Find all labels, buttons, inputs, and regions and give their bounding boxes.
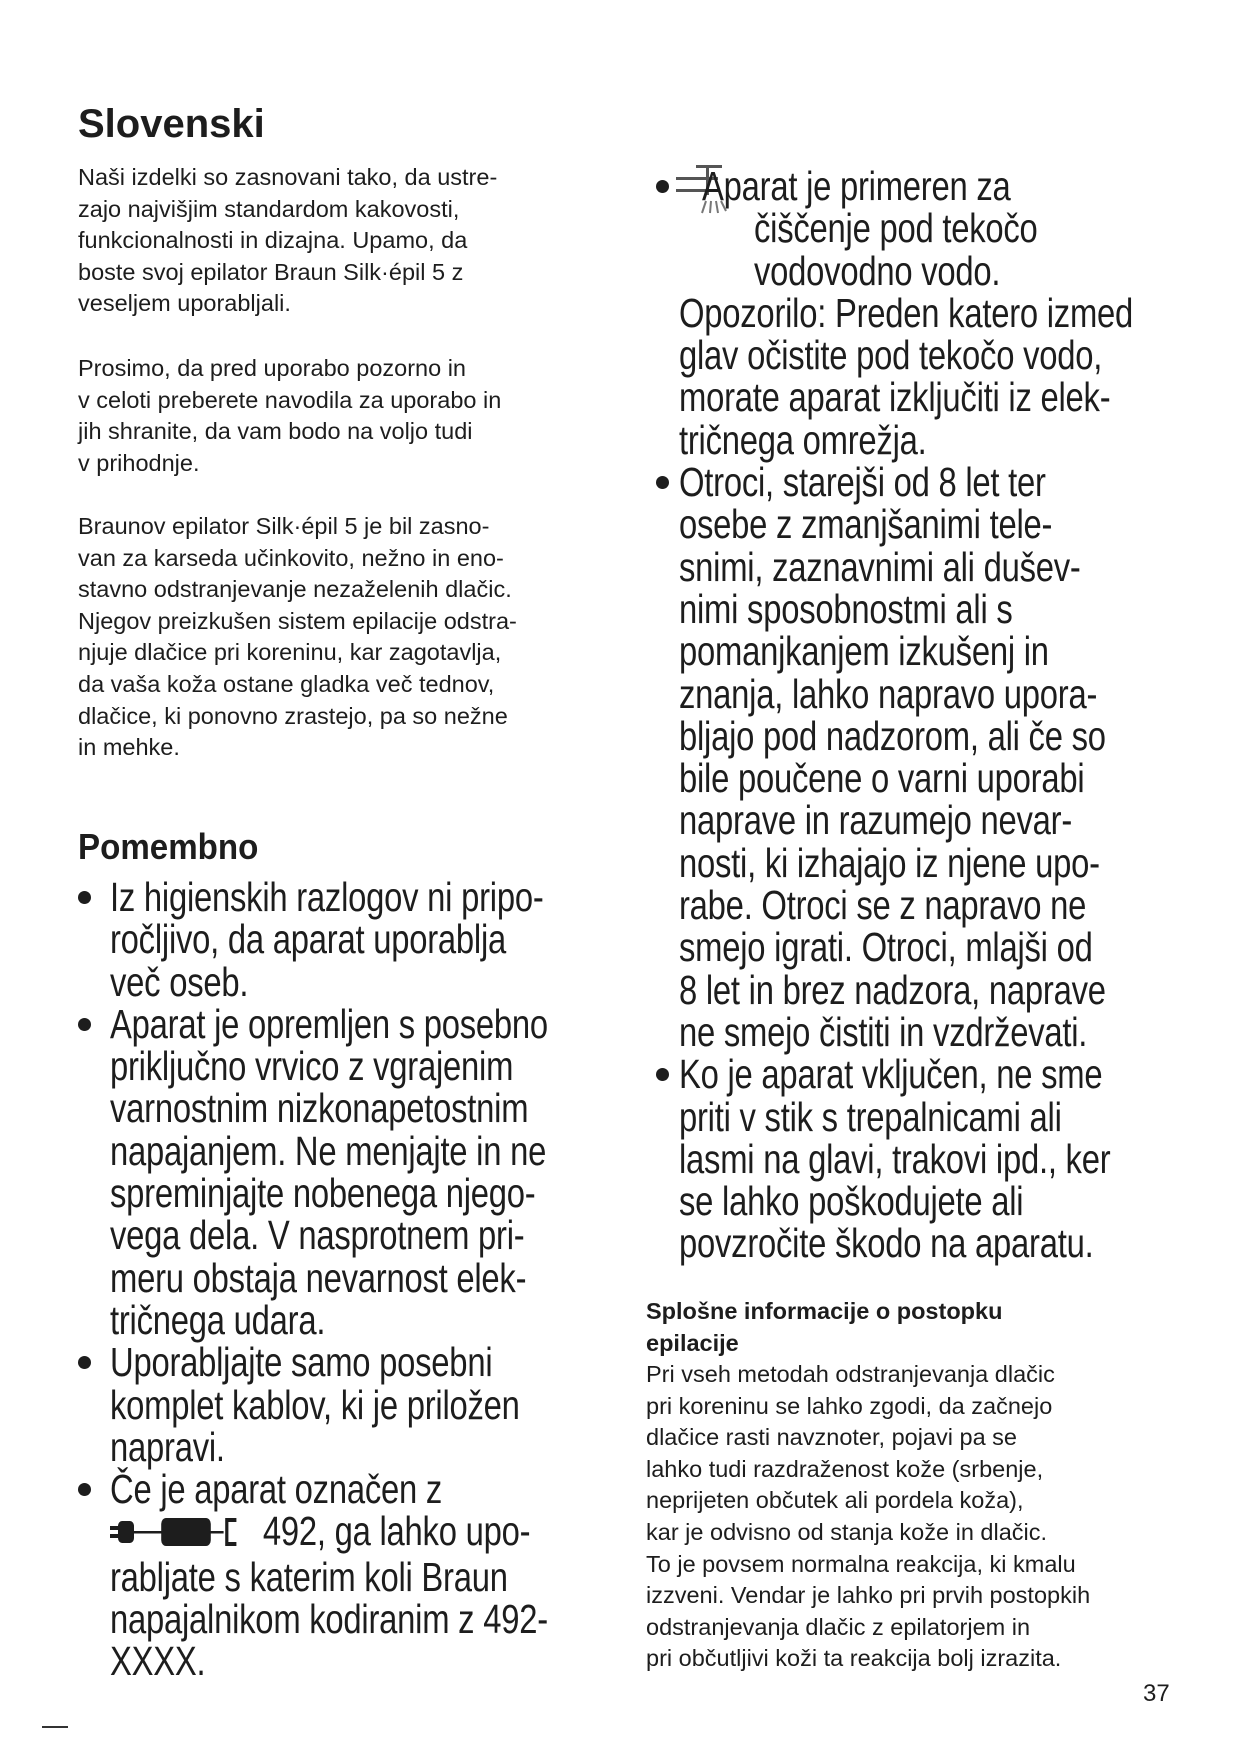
intro-paragraph-2: Prosimo, da pred uporabo pozorno in v celoti preberete navodila za uporabo in jih shranite, da vam bodo na voljo tudi v prihodnje. [78, 355, 502, 476]
list-item-line: Če je aparat označen z [110, 1466, 443, 1513]
list-item-text: Aparat je primeren za [702, 163, 1011, 209]
epilation-info-paragraph: Pri vseh metodah odstranjevanja dlačic pri koreninu se lahko zgodi, da začnejo dlačice rasti navznoter, pojavi pa se lahko tudi razdraženost kože (srbenje, neprijeten občutek ali pordela koža), kar je odvisno od stanja kože in dlačic. To je povsem normalna reakcija, ki kmalu izzveni. Vendar je lahko pri prvih postopkih odstranjevanja dlačic z epilatorjem in pri občutljivi koži ta reakcija bolj izrazita. [646, 1361, 1091, 1672]
list-item-line: 492, ga lahko upo- [254, 1508, 531, 1555]
list-item-text: čiščenje pod tekočo vodovodno vodo. [754, 205, 1038, 294]
list-item [656, 165, 1241, 461]
intro-paragraph-3: Braunov epilator Silk·épil 5 je bil zasno- van za karseda učinkovito, nežno in eno- stavno odstranjevanje nezaželenih dlačic. Njegov preizkušen sistem epilacije odstra- njuje dlačice pri koreninu, kar zagotavlja, da vaša koža ostane gladka več tednov, dlačice, ki ponovno zrastejo, pa so nežne in mehke. [78, 513, 517, 761]
list-item-text: Aparat je opremljen s posebno priključno vrvico z vgrajenim varnostnim nizkonapetostnim napajanjem. Ne menjajte in ne spreminjajte nobenega njego- vega dela. V nasprotnem pri- meru obstaja nevarnost elek- tričnega udara. [110, 1000, 548, 1343]
bullet-icon [656, 1068, 669, 1081]
page-number: 37 [1143, 1680, 1170, 1707]
bullet-icon [78, 1483, 91, 1496]
bullet-icon [78, 1356, 91, 1369]
list-item [656, 1051, 1241, 1267]
section-heading: Splošne informacije o postopku epilacije [646, 1298, 1003, 1356]
warning-text: Opozorilo: Preden katero izmed glav očistite pod tekočo vodo, morate aparat izključiti iz elek- tričnega omrežja. [679, 289, 1134, 463]
page-title: Slovenski [78, 102, 265, 146]
power-supply-cord-icon [110, 1513, 254, 1555]
important-heading: Pomembno [78, 826, 259, 867]
list-item-text: Ko je aparat vključen, ne sme priti v stik s trepalnicami ali lasmi na glavi, trakovi ipd., ker se lahko poškodujete ali povzročite škodo na aparatu. [679, 1051, 1111, 1267]
list-item-line: rabljate s katerim koli Braun napajalnikom kodiranim z 492- XXXX. [110, 1553, 548, 1685]
list-item-text: Otroci, starejši od 8 let ter osebe z zmanjšanimi tele- snimi, zaznavnimi ali dušev- nimi sposobnostmi ali s pomanjkanjem izkušenj in znanja, lahko napravo upora- bljajo pod nadzorom, ali če so bile poučene o varni uporabi naprave in razumejo nevar- nosti, ki izhajajo iz njene upo- rabe. Otroci se z napravo ne smejo igrati. Otroci, mlajši od 8 let in brez nadzora, naprave ne smejo čistiti in vzdrževati. [679, 459, 1106, 1055]
bullet-icon [78, 891, 91, 904]
intro-paragraph-1: Naši izdelki so zasnovani tako, da ustre- zajo najvišjim standardom kakovosti, funkcionalnosti in dizajna. Upamo, da boste svoj epilator Braun Silk·épil 5 z veseljem uporabljali. [78, 164, 498, 317]
bullet-icon [656, 180, 669, 193]
bullet-icon [656, 476, 669, 489]
list-item-text: Uporabljajte samo posebni komplet kablov, ki je priložen napravi. [110, 1339, 520, 1470]
bullet-icon [78, 1018, 91, 1031]
list-item-text: Iz higienskih razlogov ni pripo- ročljivo, da aparat uporablja več oseb. [110, 874, 544, 1005]
safety-list [656, 165, 1241, 1265]
list-item [656, 461, 1241, 1053]
crop-mark [42, 1726, 68, 1728]
